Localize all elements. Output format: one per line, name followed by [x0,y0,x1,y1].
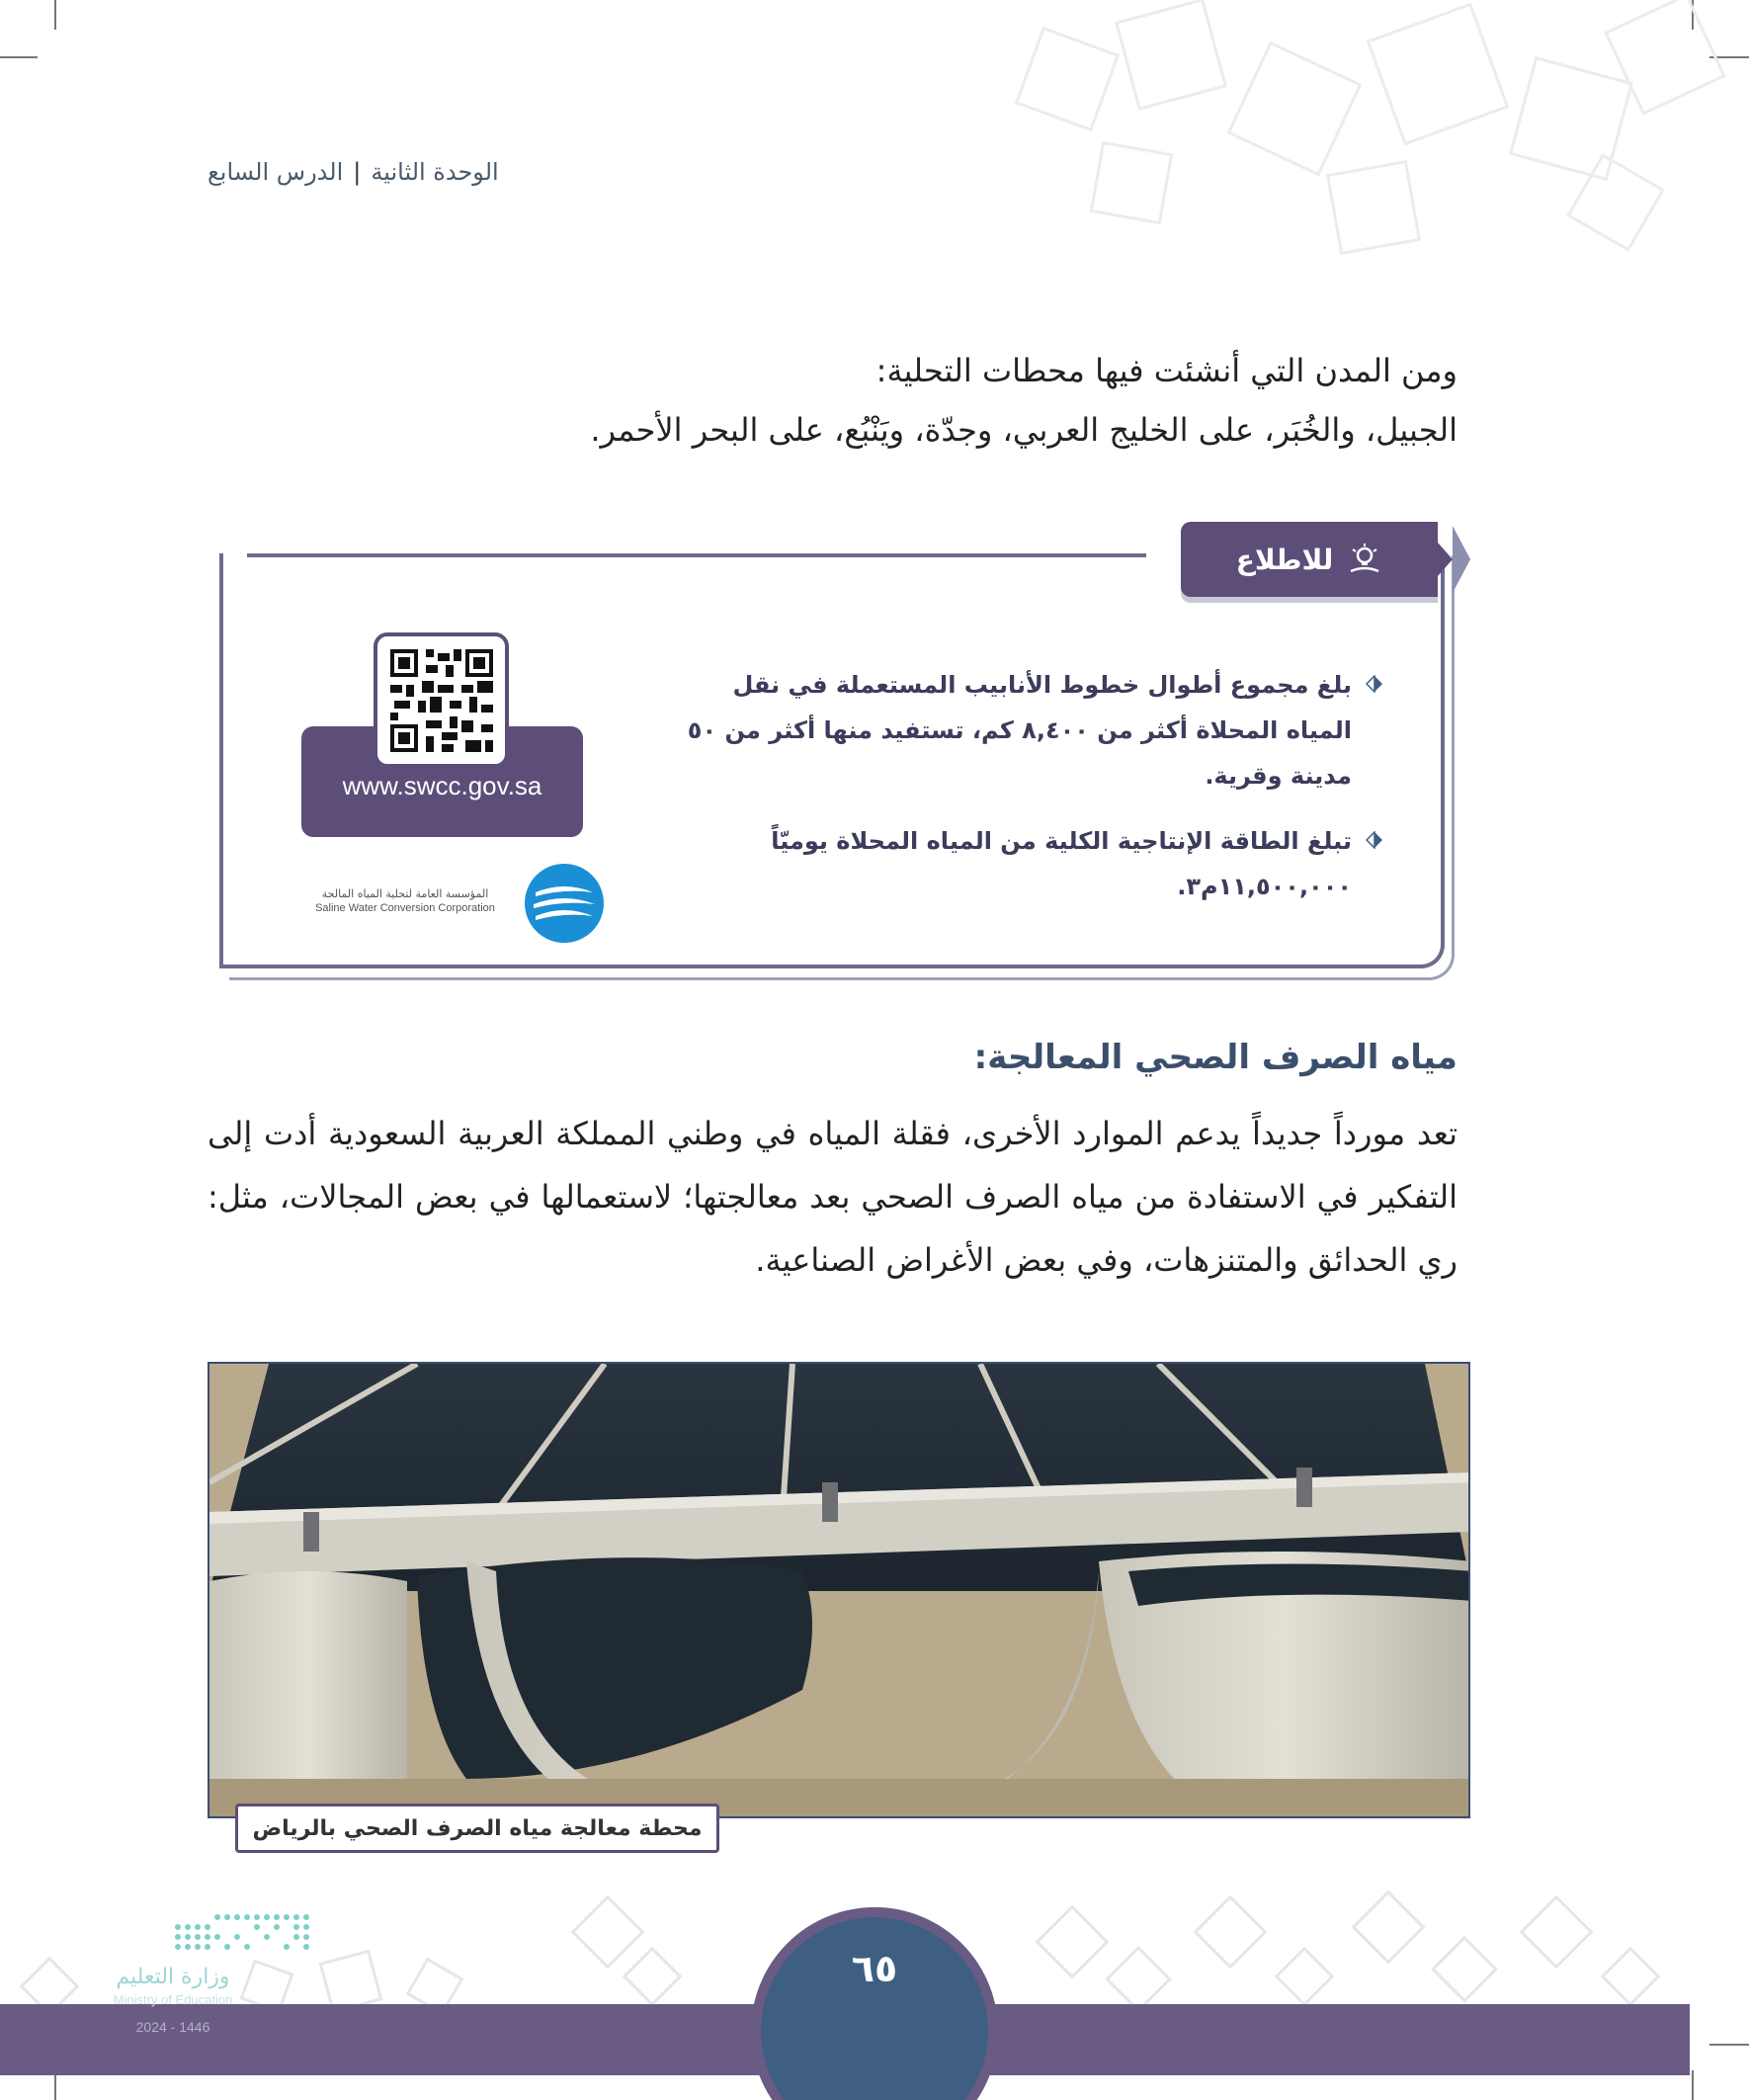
qr-frame[interactable] [374,632,509,768]
lightbulb-book-icon [1347,542,1382,577]
treatment-plant-photo [208,1362,1470,1818]
qr-code-icon[interactable] [390,649,493,752]
tag-arrow [1453,526,1470,593]
diamond-bullet-icon [1366,831,1383,849]
organization-name [296,886,514,916]
fact-text: تبلغ الطاقة الإنتاجية الكلية من المياه المحلاة يوميّاً ١١,٥٠٠,٠٠٠م٣. [771,827,1352,900]
crop-mark [0,56,38,58]
diamond-bullet-icon [1366,675,1383,693]
section-body [208,1102,1458,1292]
swcc-logo-icon [524,863,605,944]
crop-mark [1709,2044,1749,2046]
fact-text: بلغ مجموع أطوال خطوط الأنابيب المستعملة في نقل المياه المحلاة أكثر من ٨,٤٠٠ كم، تستفيد منها أكثر من ٥٠ مدينة وقرية. [687,671,1352,790]
diamond-pattern-decoration [1008,0,1749,277]
page-number-circle [751,1907,998,2100]
ministry-name-en: Ministry of Education [113,1992,233,2007]
edition-year: 2024 - 1446 [135,2019,210,2035]
lesson-label: الدرس السابع [208,158,344,186]
intro-paragraph [208,341,1458,460]
organization-name-en: Saline Water Conversion Corporation [315,902,495,914]
crop-mark [1692,2070,1694,2100]
organization-name-ar: المؤسسة العامة لتحلية المياه المالحة [321,887,489,900]
crop-mark [54,0,56,30]
treatment-plant-image [209,1364,1470,1818]
info-facts [662,662,1383,929]
info-tag-label: للاطلاع [1235,543,1334,576]
page-number: ٦٥ [851,1947,898,1990]
list-item [662,818,1383,909]
website-link[interactable]: www.swcc.gov.sa [342,771,542,800]
photo-caption: محطة معالجة مياه الصرف الصحي بالرياض [235,1804,719,1853]
unit-label: الوحدة الثانية [371,158,499,186]
unit-lesson-header [208,158,603,186]
crop-mark [1692,0,1694,30]
info-box-rule [219,568,223,968]
info-tag [1181,522,1438,597]
ministry-name: وزارة التعليم [116,1965,230,1989]
list-item [662,662,1383,798]
info-box-rule [247,553,1146,557]
header-separator: | [353,158,362,186]
crop-mark [1709,56,1749,58]
intro-line-2: الجبيل، والخُبَر، على الخليج العربي، وجدّة، ويَنْبُع، على البحر الأحمر. [590,411,1458,449]
section-heading: مياه الصرف الصحي المعالجة: [973,1038,1458,1077]
section-body-text: تعد مورداً جديداً يدعم الموارد الأخرى، فقلة المياه في وطني المملكة العربية السعودية أدت إلى التفكير في الاستفادة من مياه الصرف الصحي بعد معالجتها؛ لاستعمالها في بعض المجالات، مثل: ري الحدائق والمتنزهات، وفي بعض الأغراض الصناعية. [208,1115,1458,1279]
intro-line-1: ومن المدن التي أنشئت فيها محطات التحلية: [875,352,1458,389]
